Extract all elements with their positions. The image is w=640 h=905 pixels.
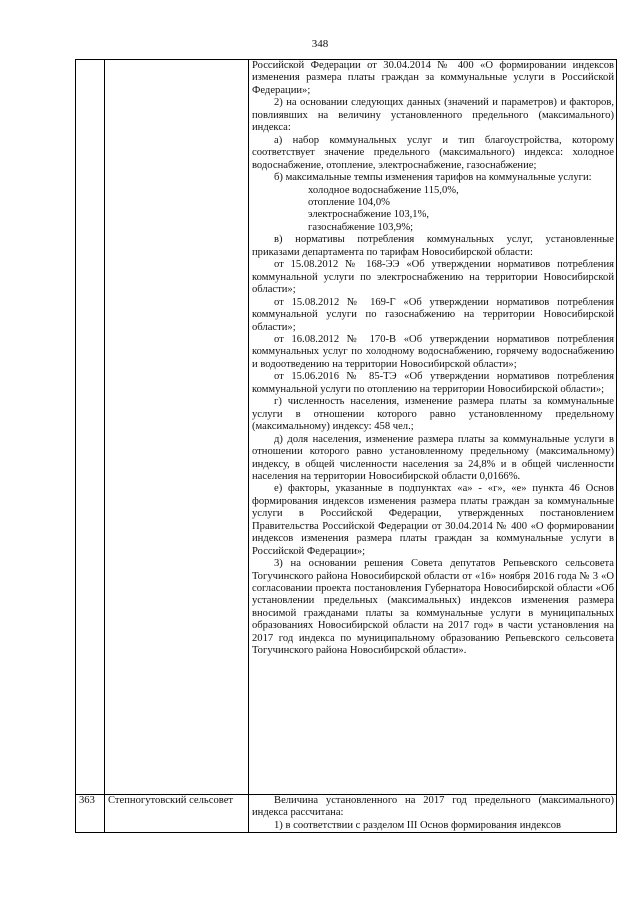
table-row	[76, 60, 617, 795]
paragraph: 1) в соответствии с разделом III Основ формирования индексов	[274, 819, 562, 831]
page-number: 348	[311, 38, 329, 50]
paragraph: Российской Федерации от 30.04.2014 № 400 «О формировании индексов изменения размера платы граждан за коммунальные услуги в Российской Федерации»;	[252, 60, 614, 96]
paragraph: от 16.08.2012 № 170-В «Об утверждении нормативов потребления коммунальных услуг по холодному водоснабжению, горячему водоснабжению и водоотведению на территории Новосибирской области»;	[252, 333, 614, 370]
municipality-cell	[105, 795, 249, 833]
paragraph: от 15.08.2012 № 169-Г «Об утверждении нормативов потребления коммунальной услуги по газоснабжению на территории Новосибирской области»;	[252, 296, 614, 333]
justification-cell	[249, 60, 617, 795]
tariff-item: газоснабжение 103,9%;	[308, 221, 414, 233]
tariff-item: отопление 104,0%	[308, 196, 390, 208]
paragraph: 3) на основании решения Совета депутатов Репьевского сельсовета Тогучинского района Новосибирской области от «16» ноября 2016 года № 3 «О согласовании проекта постановления Губернатора Новосибирской области «Об установлении предельных (максимальных) индексов изменения размера вносимой гражданами платы за коммунальные услуги в муниципальных образованиях Новосибирской области на 2017 год» в части установления на 2017 год индекса по муниципальному образованию Репьевского сельсовета Тогучинского района Новосибирской области».	[252, 558, 614, 657]
row-number: 363	[79, 795, 95, 806]
municipality-name: Степногутовский сельсовет	[108, 795, 234, 806]
paragraph: 2) на основании следующих данных (значений и параметров) и факторов, повлиявших на величину установленного предельного (максимального) индекса:	[252, 97, 614, 134]
municipality-cell	[105, 60, 249, 795]
tariff-item: холодное водоснабжение 115,0%,	[308, 184, 459, 196]
paragraph: в) нормативы потребления коммунальных услуг, установленные приказами департамента по тарифам Новосибирской области:	[252, 234, 614, 258]
row-number-cell	[76, 795, 105, 833]
paragraph: д) доля населения, изменение размера платы за коммунальные услуги в отношении которого равно установленному предельному (максимальному) индексу, в общей численности населения за 24,8% и в общей численности населения на территории Новосибирской области 0,0166%.	[252, 433, 614, 482]
paragraph: от 15.06.2016 № 85-ТЭ «Об утверждении нормативов потребления коммунальной услуги по отоплению на территории Новосибирской области»;	[252, 371, 614, 395]
paragraph: от 15.08.2012 № 168-ЭЭ «Об утверждении нормативов потребления коммунальной услуги по электроснабжению на территории Новосибирской области»;	[252, 259, 614, 296]
justification-cell	[249, 795, 617, 833]
paragraph: б) максимальные темпы изменения тарифов на коммунальные услуги:	[274, 172, 592, 184]
row-number-cell	[76, 60, 105, 795]
paragraph: а) набор коммунальных услуг и тип благоустройства, которому соответствует значение предельного (максимального) индекса: холодное водоснабжение, отопление, электроснабжение, газоснабжение;	[252, 134, 614, 171]
tariff-item: электроснабжение 103,1%,	[308, 209, 430, 221]
paragraph: Величина установленного на 2017 год предельного (максимального) индекса рассчитана:	[252, 795, 614, 819]
table-row	[76, 795, 617, 833]
document-table	[75, 59, 617, 833]
paragraph: е) факторы, указанные в подпунктах «а» - «г», «е» пункта 46 Основ формирования индексов изменения размера платы граждан за коммунальные услуги в Российской Федерации, утвержденных постановлением Правительства Российской Федерации от 30.04.2014 № 400 «О формировании индексов изменения размера платы граждан за коммунальные услуги в Российской Федерации»;	[252, 483, 614, 557]
paragraph: г) численность населения, изменение размера платы за коммунальные услуги в отношении которого равно установленному предельному (максимальному) индексу: 458 чел.;	[252, 396, 614, 433]
